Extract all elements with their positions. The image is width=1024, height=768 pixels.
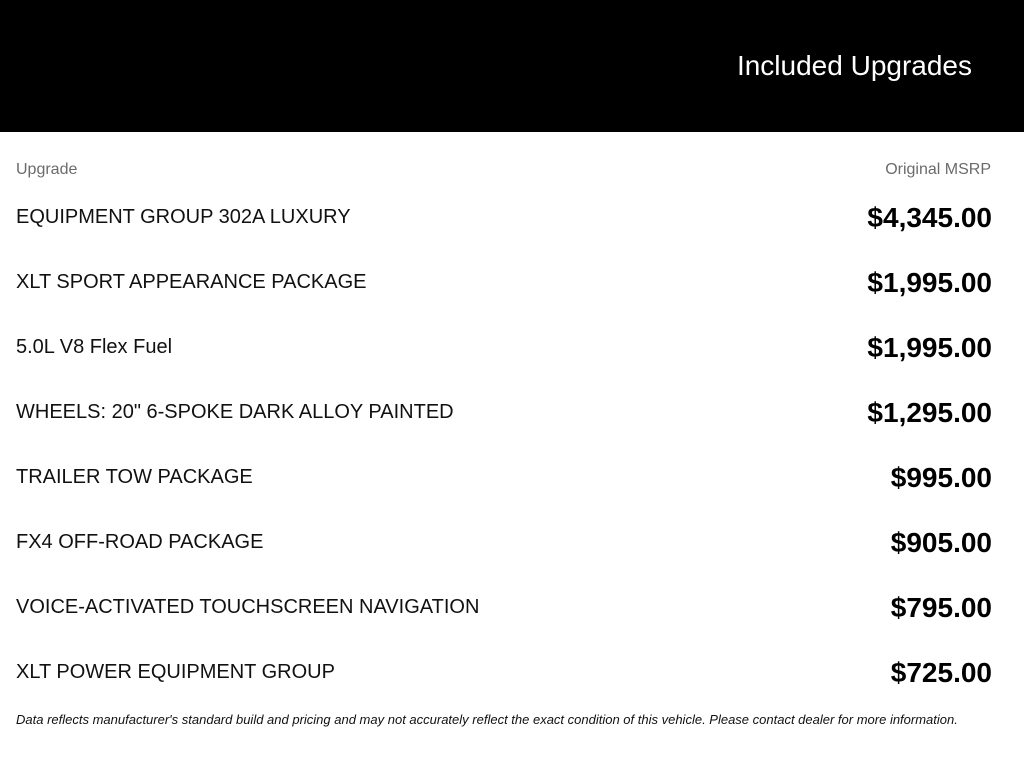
upgrades-list [16, 185, 992, 705]
upgrade-price: $905.00 [890, 526, 992, 558]
upgrade-price: $1,995.00 [867, 266, 992, 298]
upgrade-name: EQUIPMENT GROUP 302A LUXURY [16, 206, 351, 228]
upgrade-price: $725.00 [890, 656, 992, 688]
list-item [16, 640, 992, 705]
disclaimer-text: Data reflects manufacturer's standard build and pricing and may not accurately reflect the exact condition of this vehicle. Please contact dealer for more information. [16, 712, 958, 727]
upgrade-name: TRAILER TOW PACKAGE [16, 466, 253, 488]
upgrade-price: $1,995.00 [867, 331, 992, 363]
list-item [16, 510, 992, 575]
list-item [16, 315, 992, 380]
upgrade-name: XLT POWER EQUIPMENT GROUP [16, 661, 335, 683]
column-header-upgrade: Upgrade [16, 161, 78, 178]
upgrade-price: $1,295.00 [867, 396, 992, 428]
list-item [16, 445, 992, 510]
upgrade-price: $795.00 [890, 591, 992, 623]
upgrade-name: VOICE-ACTIVATED TOUCHSCREEN NAVIGATION [16, 596, 480, 618]
list-item [16, 185, 992, 250]
header-banner [0, 0, 1024, 132]
page-title: Included Upgrades [736, 50, 972, 81]
list-item [16, 380, 992, 445]
upgrade-price: $995.00 [890, 461, 992, 493]
upgrade-name: FX4 OFF-ROAD PACKAGE [16, 531, 264, 553]
column-header-msrp: Original MSRP [885, 161, 991, 178]
list-item [16, 250, 992, 315]
list-item [16, 575, 992, 640]
upgrade-name: WHEELS: 20" 6-SPOKE DARK ALLOY PAINTED [16, 401, 454, 423]
column-headers [16, 161, 991, 179]
upgrade-name: 5.0L V8 Flex Fuel [16, 336, 173, 358]
upgrade-name: XLT SPORT APPEARANCE PACKAGE [16, 271, 367, 293]
upgrade-price: $4,345.00 [867, 201, 992, 233]
